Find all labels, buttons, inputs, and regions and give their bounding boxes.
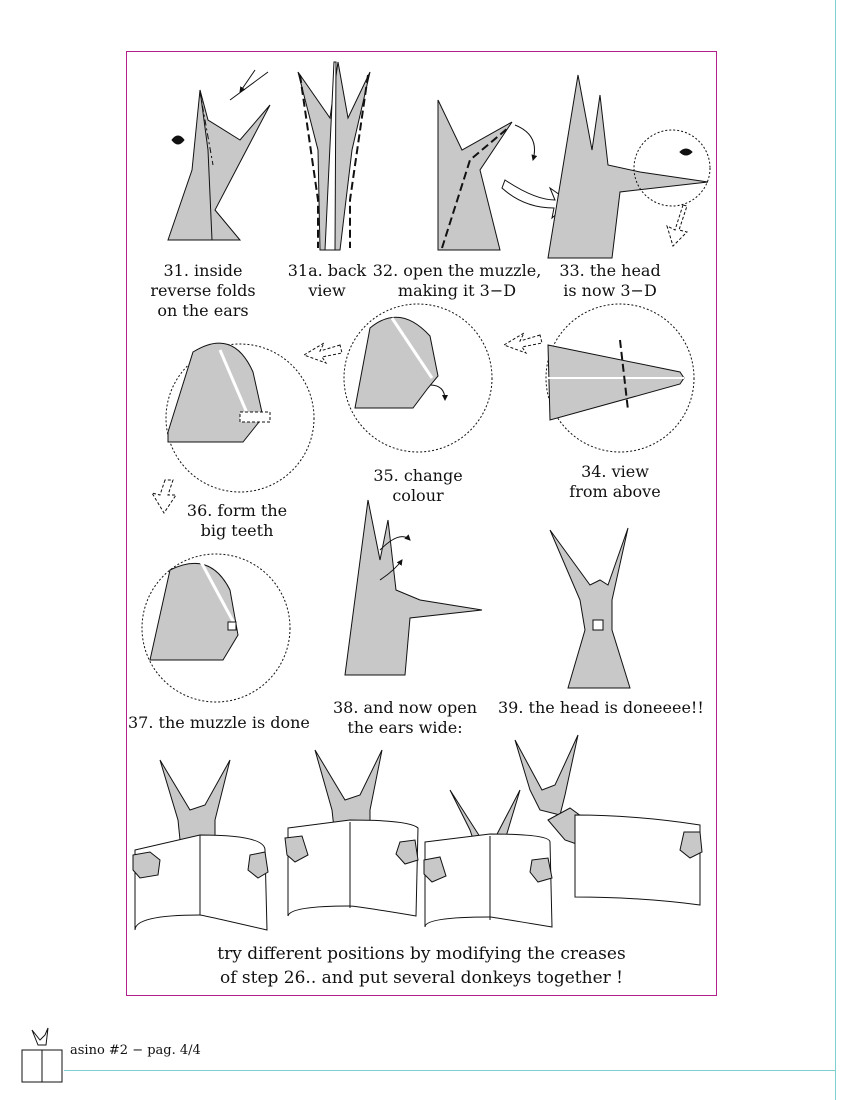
caption-step-36 — [182, 501, 292, 541]
caption-step-39 — [498, 698, 704, 718]
footer-logo-icon — [22, 1028, 62, 1082]
caption-step-37 — [128, 713, 308, 733]
caption-step-33 — [545, 261, 675, 301]
caption-step-34 — [560, 462, 670, 502]
caption-step-35 — [368, 466, 468, 506]
caption-line: reverse folds — [150, 281, 256, 300]
caption-line: 35. change — [373, 466, 463, 485]
step-31a-figure — [298, 62, 370, 250]
caption-step-38 — [330, 698, 480, 738]
caption-step-32 — [372, 261, 542, 301]
step-36-figure — [152, 343, 314, 513]
caption-line: the ears wide: — [347, 718, 463, 737]
caption-line: 36. form the — [186, 501, 288, 520]
caption-line: 33. the head — [559, 261, 661, 280]
step-34-figure — [504, 304, 694, 452]
caption-step-31 — [148, 261, 258, 321]
caption-line: from above — [569, 482, 661, 501]
step-33-figure — [548, 75, 710, 258]
caption-line: is now 3−D — [563, 281, 657, 300]
step-31-figure — [168, 70, 270, 240]
caption-line: big teeth — [200, 521, 274, 540]
caption-line: 32. open the muzzle, — [372, 261, 542, 280]
caption-line: on the ears — [157, 301, 249, 320]
caption-line: 37. the muzzle is done — [128, 713, 310, 732]
page-footer: asino #2 − pag. 4/4 — [70, 1043, 201, 1058]
caption-line: 34. view — [581, 462, 649, 481]
step-38-figure — [345, 500, 482, 675]
step-37-figure — [142, 554, 290, 702]
caption-line: 39. the head is doneeee!! — [498, 698, 704, 717]
step-35-figure — [304, 304, 492, 452]
donkeys-with-books — [133, 735, 702, 930]
caption-line: 38. and now open — [332, 698, 478, 717]
closing-line: try different positions by modifying the creases — [217, 944, 626, 964]
step-39-figure — [550, 528, 630, 688]
closing-line: of step 26.. and put several donkeys together ! — [219, 968, 624, 988]
caption-line: 31. inside — [163, 261, 243, 280]
caption-line: making it 3−D — [397, 281, 517, 300]
caption-step-31a — [284, 261, 370, 301]
step-32-figure — [438, 100, 570, 250]
caption-line: view — [308, 281, 346, 300]
closing-note — [126, 942, 717, 990]
caption-line: 31a. back — [287, 261, 367, 280]
caption-line: colour — [392, 486, 444, 505]
